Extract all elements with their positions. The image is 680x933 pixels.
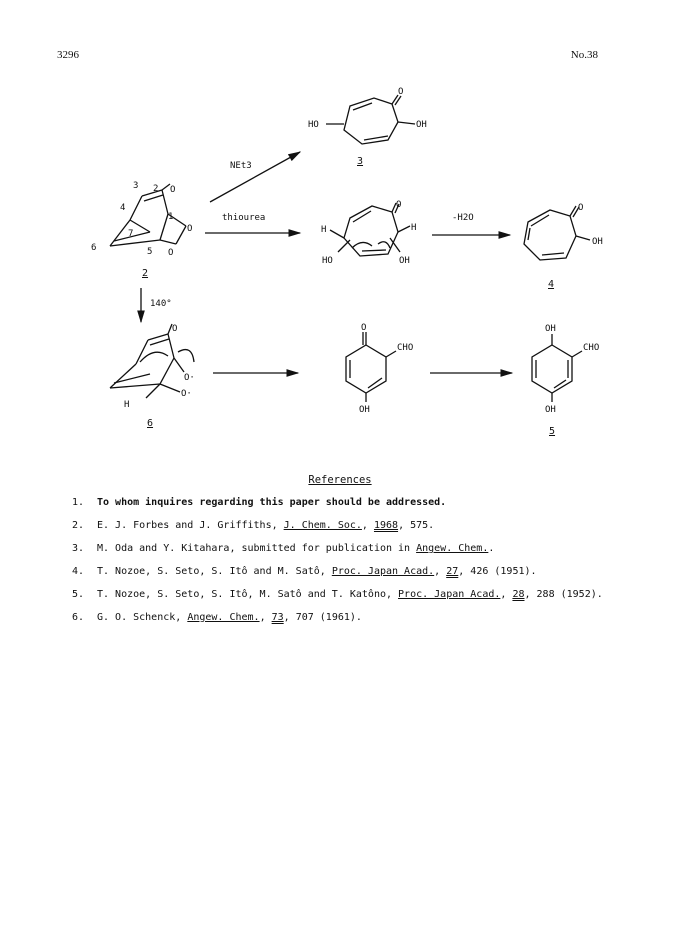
label-ho-3: HO xyxy=(308,120,319,130)
label-c6: 6 xyxy=(91,243,97,253)
label-c7: 7 xyxy=(128,229,134,239)
arrow-to-3 xyxy=(210,152,300,202)
compound-5-structure xyxy=(532,324,599,437)
label-o-ring2: O xyxy=(168,248,174,258)
dienone-structure xyxy=(346,323,413,415)
page-number: 3296 xyxy=(57,49,79,61)
label-c3: 3 xyxy=(133,181,139,191)
issue-number: No.38 xyxy=(570,49,598,61)
label-o-2: O xyxy=(170,185,176,195)
compound-label-2: 2 xyxy=(142,268,149,279)
compound-6-structure xyxy=(110,324,195,429)
reagent-thiourea: thiourea xyxy=(222,213,266,223)
label-c4: 4 xyxy=(120,203,126,213)
label-cho-dienone: CHO xyxy=(397,343,414,353)
label-odot-1: O· xyxy=(184,373,195,383)
label-oh-4: OH xyxy=(592,237,603,247)
label-odot-2: O· xyxy=(181,389,192,399)
references-list xyxy=(72,496,603,634)
reagent-net3: NEt3 xyxy=(230,161,252,171)
label-o-3: O xyxy=(398,87,404,97)
label-c1: 1 xyxy=(168,212,174,222)
label-h-6: H xyxy=(124,400,130,410)
compound-2-structure xyxy=(91,181,192,279)
compound-label-5: 5 xyxy=(549,426,556,437)
label-cho-5: CHO xyxy=(583,343,600,353)
label-oh-5-bottom: OH xyxy=(545,405,556,415)
references-title: References xyxy=(308,474,372,486)
compound-4-structure xyxy=(524,203,603,290)
label-oh-dienone: OH xyxy=(359,405,370,415)
reference-item: 4. T. Nozoe, S. Seto, S. Itô and M. Satô, Proc. Japan Acad., 27, 426 (1951). xyxy=(72,566,537,577)
condition-140: 140° xyxy=(150,299,172,309)
label-oh-int: OH xyxy=(399,256,410,266)
reference-item: 1. To whom inquires regarding this paper should be addressed. xyxy=(72,497,447,508)
label-c5: 5 xyxy=(147,247,153,257)
compound-label-3: 3 xyxy=(357,156,364,167)
label-oh-3: OH xyxy=(416,120,427,130)
label-h-right: H xyxy=(411,223,417,233)
compound-label-4: 4 xyxy=(548,279,555,290)
reference-item: 2. E. J. Forbes and J. Griffiths, J. Chem. Soc., 1968, 575. xyxy=(72,520,435,531)
reagent-minus-h2o: -H2O xyxy=(452,213,474,223)
reference-item: 5. T. Nozoe, S. Seto, S. Itô, M. Satô and T. Katôno, Proc. Japan Acad., 28, 288 (1952). xyxy=(72,589,603,600)
label-oh-5-top: OH xyxy=(545,324,556,334)
reference-item: 6. G. O. Schenck, Angew. Chem., 73, 707 (1961). xyxy=(72,612,362,623)
label-o-dienone: O xyxy=(361,323,367,333)
reference-item: 3. M. Oda and Y. Kitahara, submitted for publication in Angew. Chem.. xyxy=(72,543,495,554)
label-c2: 2 xyxy=(153,184,159,194)
label-o-4: O xyxy=(578,203,584,213)
compound-label-6: 6 xyxy=(147,418,154,429)
intermediate-structure xyxy=(321,200,416,266)
compound-3-structure xyxy=(308,87,427,167)
label-o-int: O xyxy=(396,200,402,210)
label-ho-int: HO xyxy=(322,256,333,266)
label-o-ring: O xyxy=(187,224,193,234)
label-h-left: H xyxy=(321,225,327,235)
label-o-6: O xyxy=(172,324,178,334)
